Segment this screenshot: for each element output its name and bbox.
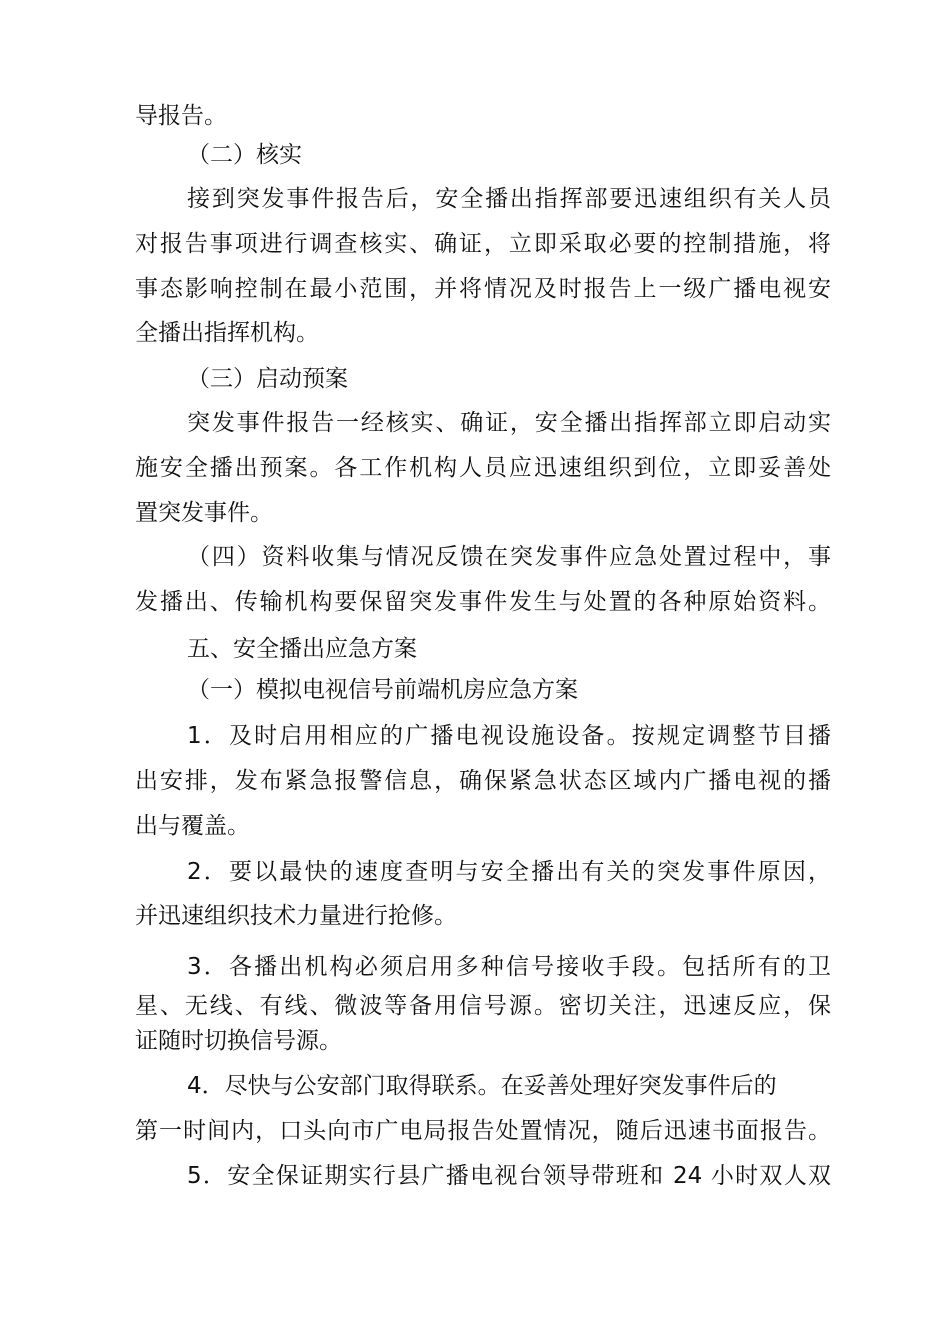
- line-text: 置突发事件。: [135, 500, 273, 526]
- section-heading: [0, 362, 950, 396]
- line-text: 3．各播出机构必须启用多种信号接收手段。包括所有的卫: [187, 954, 831, 980]
- heading-text: （一）模拟电视信号前端机房应急方案: [187, 677, 578, 703]
- heading-text: 五、安全播出应急方案: [187, 636, 417, 662]
- heading-text: （二）核实: [187, 142, 302, 168]
- line-text: 对报告事项进行调查核实、确证，立即采取必要的控制措施，将: [135, 231, 831, 257]
- text-line: [0, 719, 950, 753]
- text-line: [0, 809, 950, 843]
- line-text: 2．要以最快的速度查明与安全播出有关的突发事件原因，: [187, 859, 831, 885]
- text-line: [0, 451, 950, 485]
- text-line: [0, 540, 950, 574]
- text-line: [0, 950, 950, 984]
- text-line: [0, 496, 950, 530]
- line-text: 出与覆盖。: [135, 813, 250, 839]
- line-text: 全播出指挥机构。: [135, 320, 319, 346]
- line-text: （四）资料收集与情况反馈在突发事件应急处置过程中，事: [187, 544, 831, 570]
- line-text: 第一时间内，口头向市广电局报告处置情况，随后迅速书面报告。: [135, 1118, 831, 1144]
- text-line: [0, 764, 950, 798]
- line-text: 出安排，发布紧急报警信息，确保紧急状态区域内广播电视的播: [135, 768, 831, 794]
- line-text: 4．尽快与公安部门取得联系。在妥善处理好突发事件后的: [187, 1073, 777, 1099]
- text-line: [0, 855, 950, 889]
- line-text: 星、无线、有线、微波等备用信号源。密切关注，迅速反应，保: [135, 993, 831, 1019]
- text-line: [0, 182, 950, 216]
- text-line: [0, 989, 950, 1023]
- heading-text: （三）启动预案: [187, 366, 348, 392]
- line-text: 接到突发事件报告后，安全播出指挥部要迅速组织有关人员: [187, 186, 831, 212]
- text-line: [0, 406, 950, 440]
- text-line: [0, 272, 950, 306]
- line-text: 并迅速组织技术力量进行抢修。: [135, 903, 457, 929]
- section-heading: [0, 673, 950, 707]
- line-text: 证随时切换信号源。: [135, 1028, 342, 1054]
- text-line: [0, 99, 950, 133]
- text-line: [0, 899, 950, 933]
- text-line: [0, 1024, 950, 1058]
- line-text: 突发事件报告一经核实、确证，安全播出指挥部立即启动实: [187, 410, 831, 436]
- line-text: 发播出、传输机构要保留突发事件发生与处置的各种原始资料。: [135, 589, 831, 615]
- text-line: [0, 585, 950, 619]
- line-text: 导报告。: [135, 103, 227, 129]
- line-text: 5．安全保证期实行县广播电视台领导带班和 24 小时双人双: [187, 1163, 831, 1189]
- text-line: [0, 1069, 950, 1103]
- line-text: 施安全播出预案。各工作机构人员应迅速组织到位，立即妥善处: [135, 455, 831, 481]
- text-line: [0, 1114, 950, 1148]
- section-heading: [0, 632, 950, 666]
- text-line: [0, 316, 950, 350]
- line-text: 事态影响控制在最小范围，并将情况及时报告上一级广播电视安: [135, 276, 831, 302]
- text-line: [0, 227, 950, 261]
- text-line: [0, 1159, 950, 1193]
- section-heading: [0, 138, 950, 172]
- line-text: 1．及时启用相应的广播电视设施设备。按规定调整节目播: [187, 723, 831, 749]
